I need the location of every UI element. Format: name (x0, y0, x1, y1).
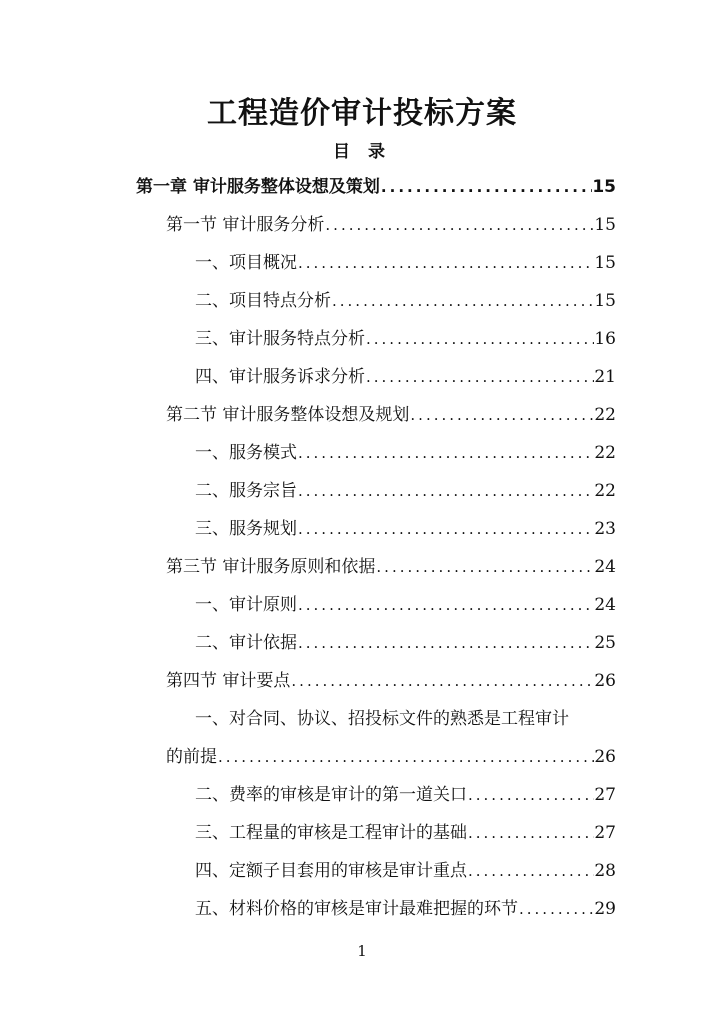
toc-entry-text: 第二节 审计服务整体设想及规划 (166, 405, 410, 425)
toc-entry-text: 一、项目概况 (195, 253, 297, 273)
toc-entry-section-2[interactable] (0, 400, 724, 430)
toc-entry-item[interactable] (0, 476, 724, 506)
toc-entry-page: 24 (594, 557, 616, 577)
toc-heading: 目 录 (333, 142, 391, 162)
toc-leader-dots (324, 210, 594, 240)
toc-entry-page: 26 (594, 671, 616, 691)
toc-entry-text: 第四节 审计要点 (166, 671, 291, 691)
toc-entry-page: 25 (594, 633, 616, 653)
toc-leader-dots (331, 286, 594, 316)
toc-leader-dots (297, 628, 594, 658)
toc-leader-dots (380, 172, 592, 202)
toc-entry-page: 15 (594, 215, 616, 235)
toc-entry-item[interactable] (0, 248, 724, 278)
toc-entry-item[interactable] (0, 628, 724, 658)
toc-leader-dots (365, 324, 594, 354)
toc-entry-section-4[interactable] (0, 666, 724, 696)
toc-entry-section-1[interactable] (0, 210, 724, 240)
toc-entry-page: 15 (594, 291, 616, 311)
toc-leader-dots (290, 666, 594, 696)
toc-entry-page: 27 (594, 785, 616, 805)
document-title: 工程造价审计投标方案 (207, 96, 517, 131)
toc-entry-text: 二、费率的审核是审计的第一道关口 (195, 785, 467, 805)
toc-entry-page: 15 (592, 177, 616, 197)
toc-leader-dots (297, 438, 594, 468)
toc-leader-dots (217, 742, 594, 772)
toc-entry-item[interactable] (0, 514, 724, 544)
toc-leader-dots (467, 856, 594, 886)
toc-entry-text: 五、材料价格的审核是审计最难把握的环节 (195, 899, 518, 919)
toc-entry-text: 第三节 审计服务原则和依据 (166, 557, 376, 577)
toc-leader-dots (409, 400, 594, 430)
toc-entry-item[interactable] (0, 286, 724, 316)
toc-entry-page: 28 (594, 861, 616, 881)
toc-entry-item[interactable] (0, 894, 724, 924)
toc-leader-dots (297, 514, 594, 544)
toc-entry-text: 四、定额子目套用的审核是审计重点 (195, 861, 467, 881)
toc-entry-page: 23 (594, 519, 616, 539)
toc-entry-item[interactable] (0, 856, 724, 886)
toc-leader-dots (375, 552, 594, 582)
toc-entry-text: 第一章 审计服务整体设想及策划 (136, 177, 380, 197)
toc-entry-page: 21 (594, 367, 616, 387)
toc-entry-page: 24 (594, 595, 616, 615)
toc-entry-page: 22 (594, 481, 616, 501)
toc-entry-page: 15 (594, 253, 616, 273)
toc-entry-page: 16 (594, 329, 616, 349)
toc-entry-text: 一、服务模式 (195, 443, 297, 463)
toc-entry-text: 第一节 审计服务分析 (166, 215, 325, 235)
toc-entry-item-wrapped[interactable] (0, 704, 724, 772)
toc-entry-item[interactable] (0, 438, 724, 468)
toc-entry-page: 27 (594, 823, 616, 843)
toc-entry-page: 29 (594, 899, 616, 919)
toc-leader-dots (467, 780, 594, 810)
toc-entry-text: 二、项目特点分析 (195, 291, 331, 311)
toc-entry-text: 三、审计服务特点分析 (195, 329, 365, 349)
toc-leader-dots (518, 894, 594, 924)
toc-entry-item[interactable] (0, 590, 724, 620)
toc-entry-item[interactable] (0, 362, 724, 392)
toc-entry-item[interactable] (0, 818, 724, 848)
toc-entry-text: 三、工程量的审核是工程审计的基础 (195, 823, 467, 843)
toc-entry-page: 22 (594, 405, 616, 425)
toc-leader-dots (297, 476, 594, 506)
toc-leader-dots (365, 362, 594, 392)
toc-leader-dots (467, 818, 594, 848)
toc-entry-item[interactable] (0, 780, 724, 810)
toc-entry-item[interactable] (0, 324, 724, 354)
toc-entry-page: 22 (594, 443, 616, 463)
toc-entry-text: 一、审计原则 (195, 595, 297, 615)
toc-leader-dots (297, 590, 594, 620)
toc-entry-chapter-1[interactable] (0, 172, 724, 202)
toc-entry-text: 二、服务宗旨 (195, 481, 297, 501)
toc-entry-text: 二、审计依据 (195, 633, 297, 653)
toc-entry-text: 四、审计服务诉求分析 (195, 367, 365, 387)
toc-entry-page: 26 (594, 747, 616, 767)
page-number: 1 (357, 942, 367, 960)
toc-entry-text-line2: 的前提 (166, 747, 217, 767)
toc-entry-text-line1: 一、对合同、协议、招投标文件的熟悉是工程审计 (195, 709, 569, 729)
toc-entry-section-3[interactable] (0, 552, 724, 582)
toc-entry-text: 三、服务规划 (195, 519, 297, 539)
toc-leader-dots (297, 248, 594, 278)
